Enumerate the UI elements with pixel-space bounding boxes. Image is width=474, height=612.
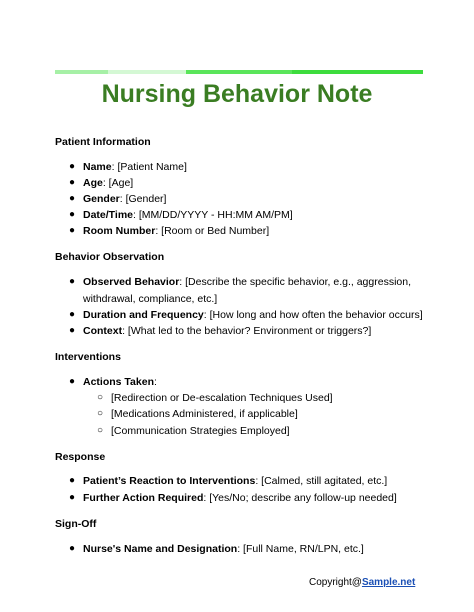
list-item: [69, 208, 423, 222]
sample-net-link[interactable]: Sample.net: [361, 577, 416, 588]
section-heading-interventions: Interventions: [55, 351, 121, 363]
list-item: [69, 275, 423, 289]
bullet-icon: ●: [69, 325, 76, 336]
bullet-icon: ●: [69, 309, 76, 320]
accent-bar-segment: [292, 70, 423, 74]
list-item: [69, 160, 423, 174]
section-heading-patient: Patient Information: [55, 136, 151, 148]
copyright-text: Copyright@: [309, 577, 362, 588]
item-label: Date/Time: [83, 209, 133, 221]
item-value: : [Full Name, RN/LPN, etc.]: [237, 543, 364, 555]
item-label: Further Action Required: [83, 492, 204, 504]
item-label: Name: [83, 161, 112, 173]
bullet-icon: ●: [69, 193, 76, 204]
bullet-icon: ●: [69, 543, 76, 554]
item-value: :: [154, 376, 157, 388]
section-heading-behavior: Behavior Observation: [55, 251, 165, 263]
item-value: : [Gender]: [119, 193, 167, 205]
bullet-icon: ●: [69, 161, 76, 172]
bullet-icon: ●: [69, 475, 76, 486]
item-label: Duration and Frequency: [83, 309, 204, 321]
item-value: : [Calmed, still agitated, etc.]: [255, 475, 388, 487]
accent-bar-segment: [55, 70, 108, 74]
item-value: : [MM/DD/YYYY - HH:MM AM/PM]: [133, 209, 293, 221]
bullet-icon: ●: [69, 225, 76, 236]
document-title: Nursing Behavior Note: [101, 80, 373, 108]
item-label: Patient’s Reaction to Interventions: [83, 475, 256, 487]
list-item: [69, 324, 423, 338]
circle-bullet-icon: ○: [97, 408, 104, 419]
section-heading-signoff: Sign-Off: [55, 518, 97, 530]
item-value: : [Room or Bed Number]: [155, 225, 270, 237]
item-value: : [Age]: [102, 177, 134, 189]
sub-item-text: [Communication Strategies Employed]: [111, 425, 290, 437]
item-label: Age: [83, 177, 103, 189]
item-label: Context: [83, 325, 123, 337]
sub-item-text: [Redirection or De-escalation Techniques Used]: [111, 392, 333, 404]
list-item: [69, 308, 423, 322]
bullet-icon: ●: [69, 376, 76, 387]
copyright-footer: [309, 576, 415, 589]
item-value: : [Patient Name]: [111, 161, 187, 173]
item-label: Room Number: [83, 225, 156, 237]
list-item: [69, 491, 423, 505]
list-item: [69, 176, 423, 190]
item-value: : [What led to the behavior? Environment or triggers?]: [122, 325, 372, 337]
list-item: [69, 474, 423, 488]
list-item: [69, 224, 423, 238]
item-label: Gender: [83, 193, 120, 205]
sub-list-item: [97, 391, 333, 405]
sub-list-item: [97, 407, 298, 421]
section-heading-response: Response: [55, 451, 106, 463]
sub-item-text: [Medications Administered, if applicable]: [111, 408, 298, 420]
accent-bar-segment: [186, 70, 292, 74]
list-item: [69, 192, 423, 206]
bullet-icon: ●: [69, 177, 76, 188]
sub-list-item: [97, 424, 290, 438]
item-value: : [Describe the specific behavior, e.g., aggression,: [179, 276, 412, 288]
circle-bullet-icon: ○: [97, 392, 104, 403]
header-accent-bar: [55, 70, 423, 74]
bullet-icon: ●: [69, 209, 76, 220]
bullet-icon: ●: [69, 492, 76, 503]
accent-bar-segment: [108, 70, 186, 74]
list-item: [69, 375, 423, 389]
list-item-continuation: withdrawal, compliance, etc.]: [83, 293, 218, 305]
item-label: Actions Taken: [83, 376, 154, 388]
item-value: : [Yes/No; describe any follow-up needed]: [203, 492, 397, 504]
item-label: Nurse's Name and Designation: [83, 543, 238, 555]
circle-bullet-icon: ○: [97, 425, 104, 436]
bullet-icon: ●: [69, 276, 76, 287]
item-value: : [How long and how often the behavior occurs]: [203, 309, 423, 321]
list-item: [69, 542, 423, 556]
item-label: Observed Behavior: [83, 276, 180, 288]
